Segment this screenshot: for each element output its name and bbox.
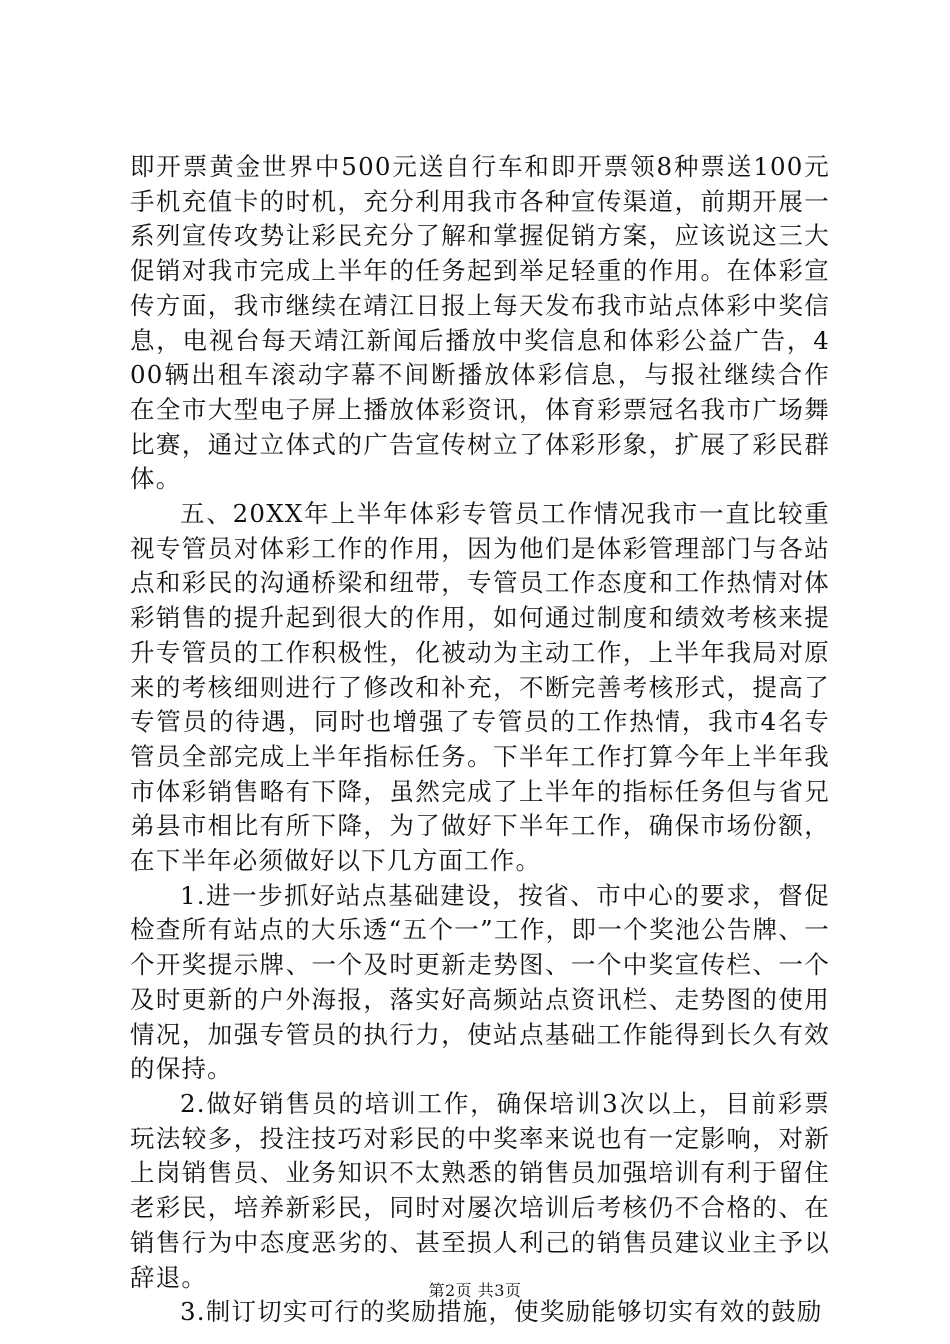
page-footer: 第2页 共3页 — [428, 1281, 522, 1300]
paragraph-promotion-continued: 即开票黄金世界中500元送自行车和即开票领8种票送100元手机充值卡的时机，充分利用我市各种宣传渠道，前期开展一系列宣传攻势让彩民充分了解和掌握促销方案，应该说这三大促销对我市完成上半年的任务起到举足轻重的作用。在体彩宣传方面，我市继续在靖江日报上每天发布我市站点体彩中奖信息，电视台每天靖江新闻后播放中奖信息和体彩公益广告，400辆出租车滚动字幕不间断播放体彩信息，与报社继续合作在全市大型电子屏上播放体彩资讯，体育彩票冠名我市广场舞比赛，通过立体式的广告宣传树立了体彩形象，扩展了彩民群体。 — [130, 152, 830, 494]
paragraph-section-five: 五、20XX年上半年体彩专管员工作情况我市一直比较重视专管员对体彩工作的作用，因为他们是体彩管理部门与各站点和彩民的沟通桥梁和纽带，专管员工作态度和工作热情对体彩销售的提升起到很大的作用，如何通过制度和绩效考核来提升专管员的工作积极性，化被动为主动工作，上半年我局对原来的考核细则进行了修改和补充，不断完善考核形式，提高了专管员的待遇，同时也增强了专管员的工作热情，我市4名专管员全部完成上半年指标任务。下半年工作打算今年上半年我市体彩销售略有下降，虽然完成了上半年的指标任务但与省兄弟县市相比有所下降，为了做好下半年工作，确保市场份额，在下半年必须做好以下几方面工作。 — [130, 499, 830, 876]
paragraph-item-3: 3.制订切实可行的奖励措施，使奖励能够切实有效的鼓励 — [180, 1297, 823, 1327]
document-body — [130, 150, 830, 1330]
paragraph-item-1: 1.进一步抓好站点基础建设，按省、市中心的要求，督促检查所有站点的大乐透“五个一”工作，即一个奖池公告牌、一个开奖提示牌、一个及时更新走势图、一个中奖宣传栏、一个及时更新的户外海报，落实好高频站点资讯栏、走势图的使用情况，加强专管员的执行力，使站点基础工作能得到长久有效的保持。 — [130, 880, 830, 1084]
paragraph-item-2: 2.做好销售员的培训工作，确保培训3次以上，目前彩票玩法较多，投注技巧对彩民的中奖率来说也有一定影响，对新上岗销售员、业务知识不太熟悉的销售员加强培训有利于留住老彩民，培养新彩民，同时对屡次培训后考核仍不合格的、在销售行为中态度恶劣的、甚至损人利己的销售员建议业主予以辞退。 — [130, 1088, 830, 1292]
